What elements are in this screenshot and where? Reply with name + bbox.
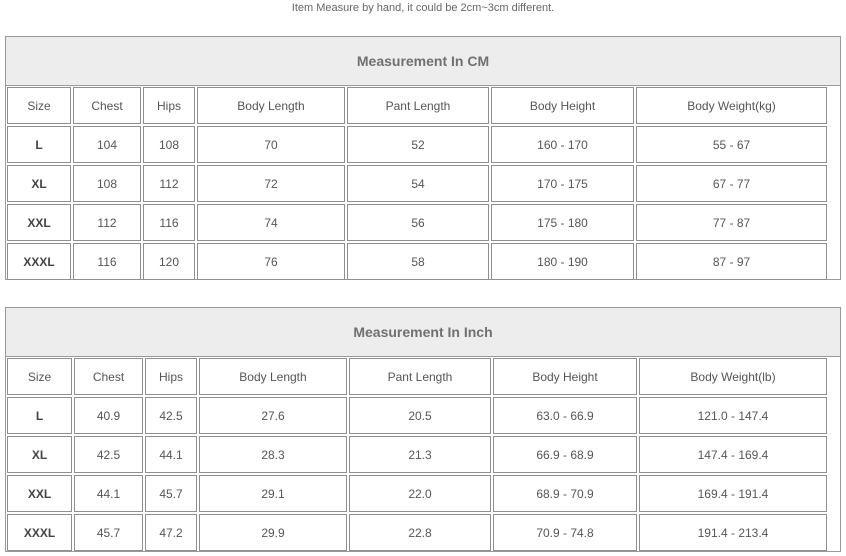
table-cell: 20.5 [349, 397, 491, 434]
table-cell: 116 [73, 243, 141, 280]
table-row [6, 474, 840, 513]
table-cell: 52 [347, 126, 489, 163]
table-cell: 170 - 175 [491, 165, 634, 202]
table-cell: 104 [73, 126, 141, 163]
table-cell: 112 [73, 204, 141, 241]
table-cell: 56 [347, 204, 489, 241]
table-cell: 76 [197, 243, 345, 280]
table-cell: 40.9 [74, 397, 143, 434]
table-cell: 42.5 [74, 436, 143, 473]
column-header: Pant Length [349, 358, 491, 395]
table-row [6, 242, 840, 281]
table-cell: 121.0 - 147.4 [639, 397, 827, 434]
table-cell: 45.7 [145, 475, 197, 512]
table-cell: 22.0 [349, 475, 491, 512]
table-cell: 21.3 [349, 436, 491, 473]
table-cell: 27.6 [199, 397, 347, 434]
size-cell: XXXL [7, 514, 72, 551]
table-cell: 169.4 - 191.4 [639, 475, 827, 512]
table-cell: 87 - 97 [636, 243, 827, 280]
table-cell: 180 - 190 [491, 243, 634, 280]
column-header: Hips [143, 87, 195, 124]
column-header: Size [7, 358, 72, 395]
size-cell: L [7, 126, 71, 163]
table-row [6, 435, 840, 474]
table-cell: 58 [347, 243, 489, 280]
table-cell: 72 [197, 165, 345, 202]
cm-measurement-table [5, 36, 841, 280]
column-header: Body Weight(kg) [636, 87, 827, 124]
table-cell: 29.9 [199, 514, 347, 551]
table-cell: 45.7 [74, 514, 143, 551]
table-cell: 116 [143, 204, 195, 241]
table-row [6, 396, 840, 435]
table-row [6, 203, 840, 242]
table-cell: 77 - 87 [636, 204, 827, 241]
measure-note: Item Measure by hand, it could be 2cm~3cm different. [291, 2, 555, 14]
header-row [6, 357, 840, 396]
header-row [6, 86, 840, 125]
table-cell: 66.9 - 68.9 [493, 436, 637, 473]
size-cell: L [7, 397, 72, 434]
size-cell: XL [7, 165, 71, 202]
table-cell: 47.2 [145, 514, 197, 551]
table-cell: 55 - 67 [636, 126, 827, 163]
table-cell: 67 - 77 [636, 165, 827, 202]
column-header: Body Height [493, 358, 637, 395]
table-cell: 54 [347, 165, 489, 202]
table-cell: 29.1 [199, 475, 347, 512]
column-header: Pant Length [347, 87, 489, 124]
column-header: Size [7, 87, 71, 124]
size-cell: XL [7, 436, 72, 473]
size-cell: XXXL [7, 243, 71, 280]
column-header: Body Length [199, 358, 347, 395]
table-cell: 108 [143, 126, 195, 163]
column-header: Body Height [491, 87, 634, 124]
size-cell: XXL [7, 204, 71, 241]
column-header: Body Length [197, 87, 345, 124]
table-cell: 191.4 - 213.4 [639, 514, 827, 551]
table-cell: 108 [73, 165, 141, 202]
table-cell: 70.9 - 74.8 [493, 514, 637, 551]
table-cell: 68.9 - 70.9 [493, 475, 637, 512]
table-row [6, 164, 840, 203]
column-header: Hips [145, 358, 197, 395]
table-row [6, 125, 840, 164]
table-title: Measurement In Inch [6, 308, 840, 357]
table-cell: 160 - 170 [491, 126, 634, 163]
table-cell: 28.3 [199, 436, 347, 473]
column-header: Body Weight(lb) [639, 358, 827, 395]
table-cell: 74 [197, 204, 345, 241]
table-cell: 44.1 [145, 436, 197, 473]
table-cell: 175 - 180 [491, 204, 634, 241]
size-cell: XXL [7, 475, 72, 512]
table-cell: 147.4 - 169.4 [639, 436, 827, 473]
column-header: Chest [73, 87, 141, 124]
table-cell: 112 [143, 165, 195, 202]
table-title: Measurement In CM [6, 37, 840, 86]
table-cell: 70 [197, 126, 345, 163]
table-cell: 120 [143, 243, 195, 280]
table-cell: 42.5 [145, 397, 197, 434]
inch-measurement-table [5, 307, 841, 552]
table-cell: 44.1 [74, 475, 143, 512]
table-row [6, 513, 840, 552]
table-cell: 63.0 - 66.9 [493, 397, 637, 434]
column-header: Chest [74, 358, 143, 395]
table-cell: 22.8 [349, 514, 491, 551]
